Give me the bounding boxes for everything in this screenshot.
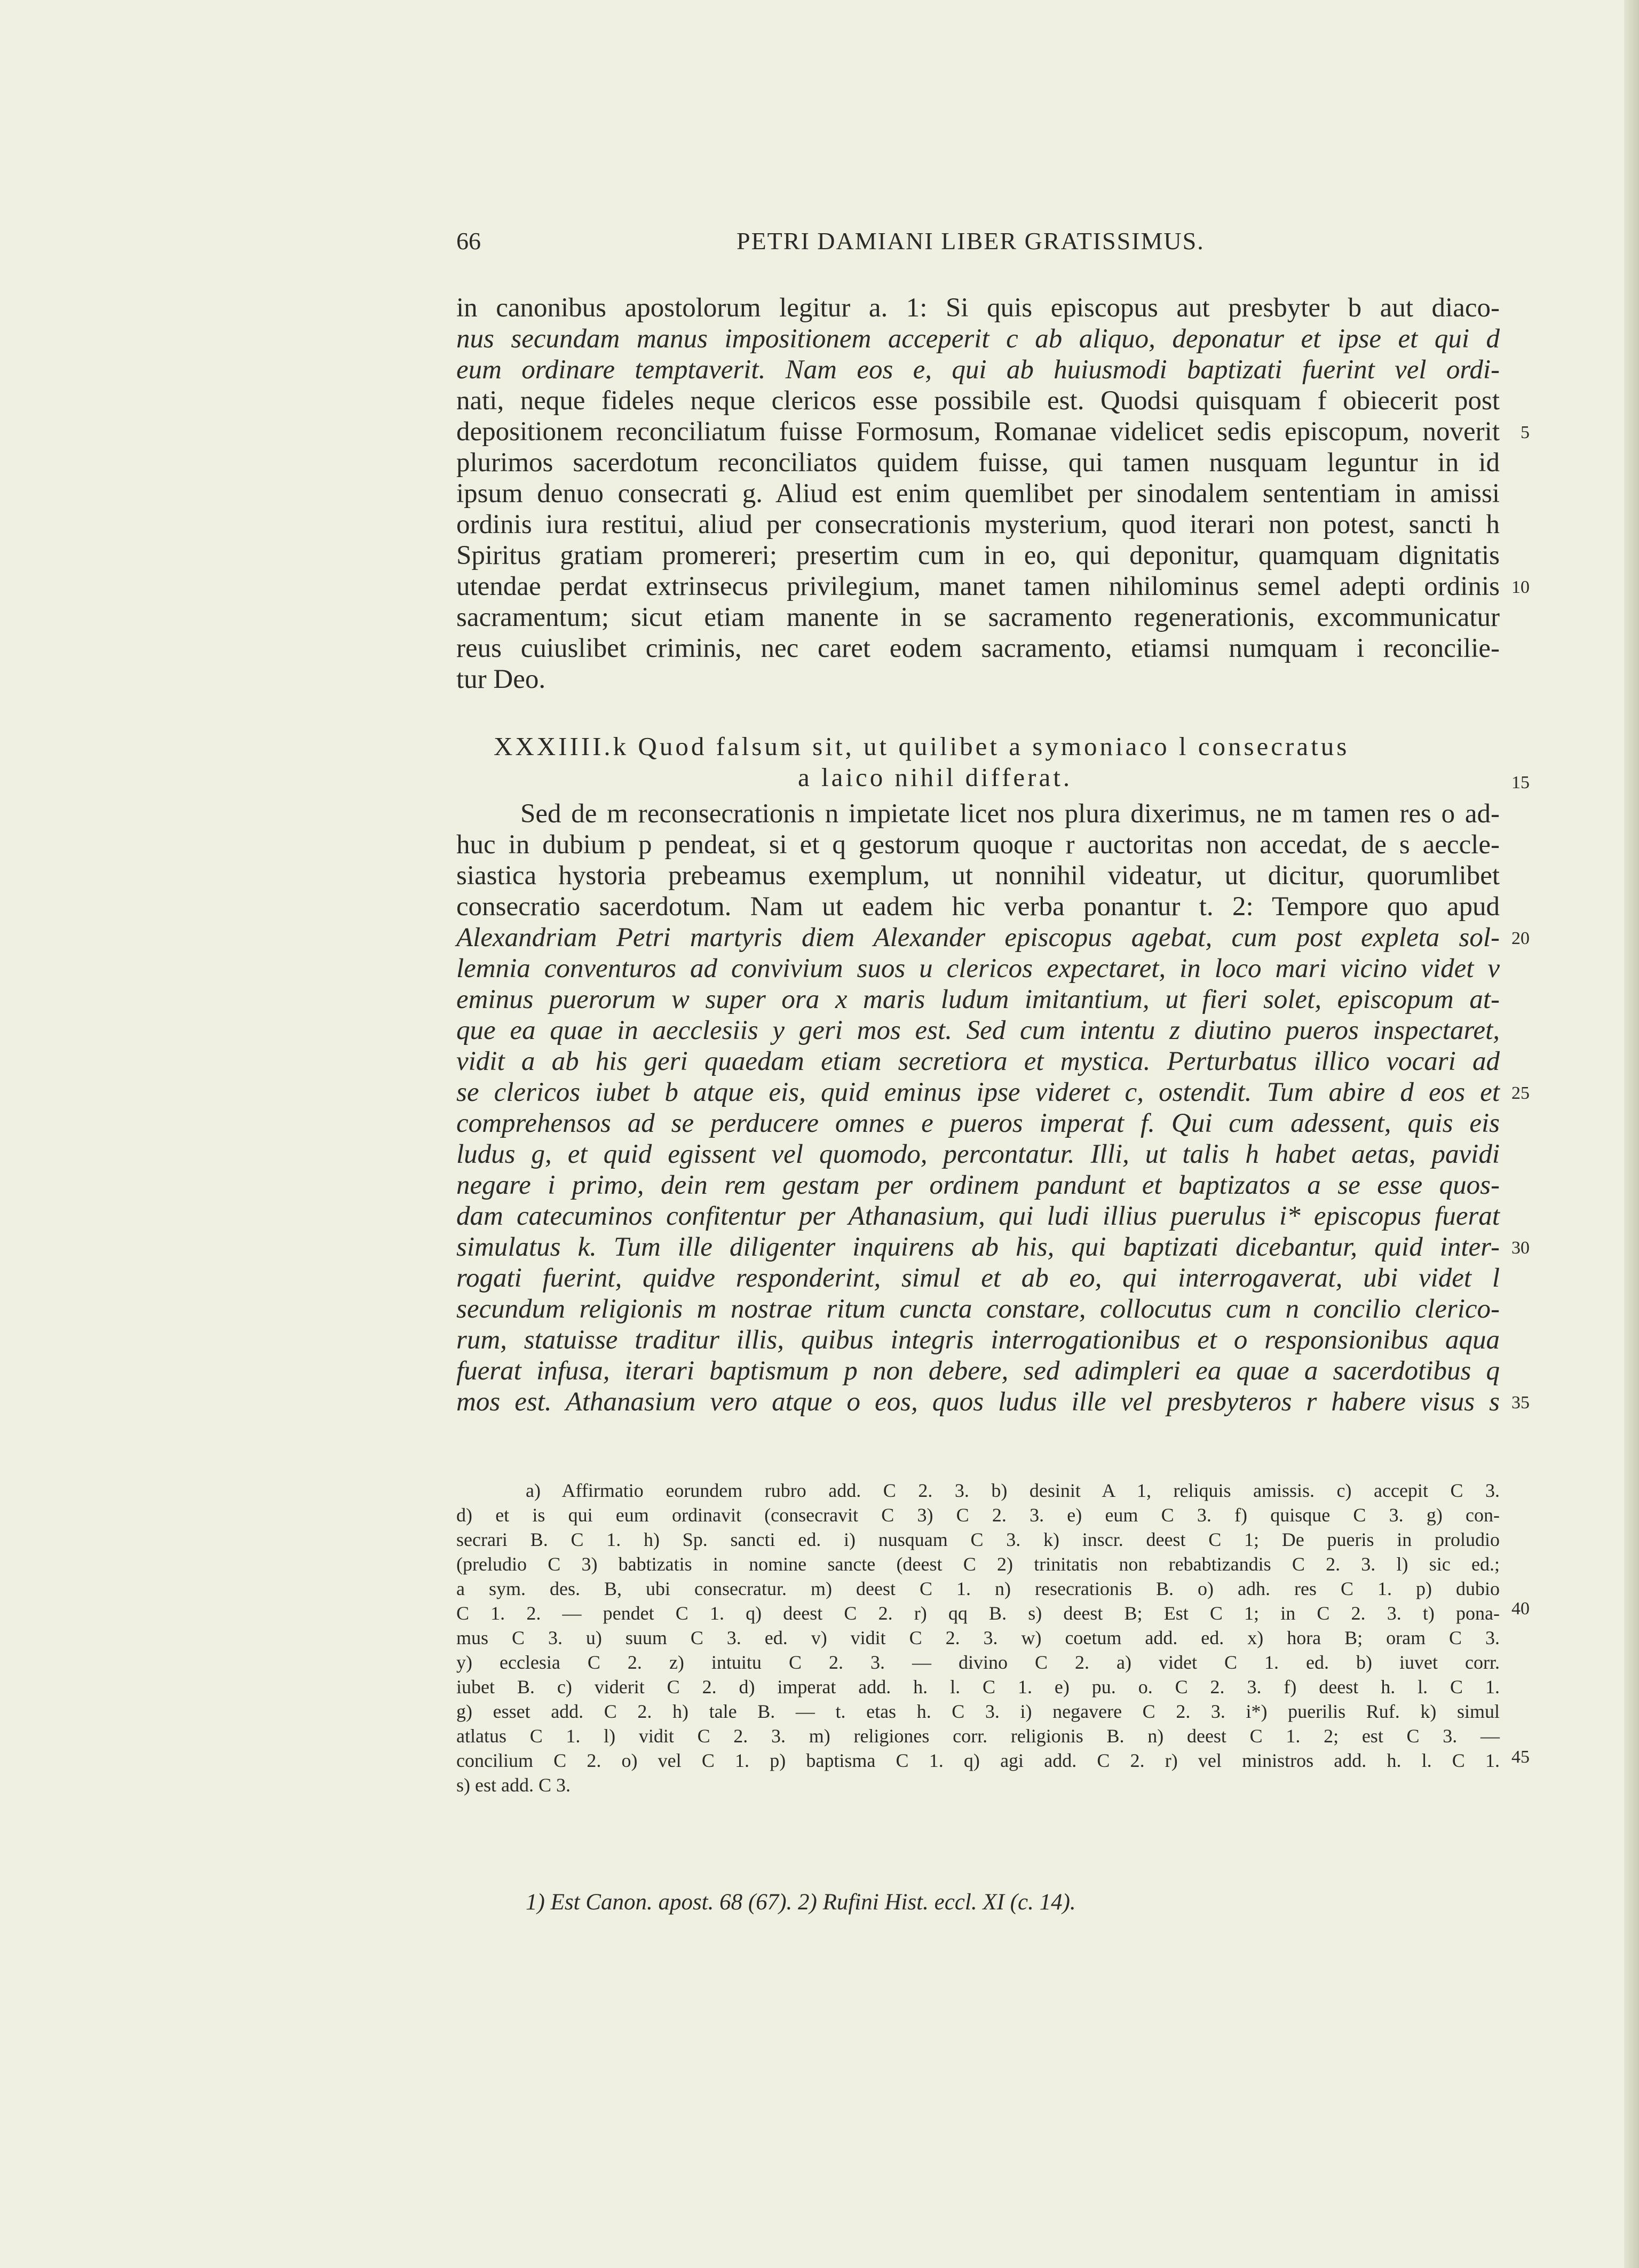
text-line: siastica hystoria prebeamus exemplum, ut nonnihil videatur, ut dicitur, quorumlibet: [456, 861, 1500, 891]
line-number: 25: [1511, 1083, 1530, 1103]
page-number: 66: [456, 227, 481, 255]
line-number: 20: [1511, 929, 1530, 948]
text-line: mos est. Athanasium vero atque o eos, quos ludus ille vel presbyteros r habere visus s: [456, 1387, 1500, 1417]
page-edge: [1624, 0, 1639, 2268]
line-number: 30: [1511, 1238, 1530, 1258]
text-line: que ea quae in aecclesiis y geri mos est. Sed cum intentu z diutino pueros inspectaret,: [456, 1016, 1500, 1045]
footnote-line: a) Affirmatio eorundem rubro add. C 2. 3. b) desinit A 1, reliquis amissis. c) accepit C 3.: [526, 1480, 1500, 1501]
running-title: PETRI DAMIANI LIBER GRATISSIMUS.: [737, 227, 1205, 255]
text-line: eum ordinare temptaverit. Nam eos e, qui ab huiusmodi baptizati fuerint vel ordi-: [456, 355, 1500, 385]
text-line: rogati fuerint, quidve responderint, simul et ab eo, qui interrogaverat, ubi videt l: [456, 1263, 1500, 1293]
line-number: 15: [1511, 773, 1530, 792]
text-line: negare i primo, dein rem gestam per ordinem pandunt et baptizatos a se esse quos-: [456, 1170, 1500, 1200]
source-notes: 1) Est Canon. apost. 68 (67). 2) Rufini Hist. eccl. XI (c. 14).: [526, 1890, 1076, 1915]
text-line: secundum religionis m nostrae ritum cuncta constare, collocutus cum n concilio clerico-: [456, 1294, 1500, 1324]
text-line: eminus puerorum w super ora x maris ludum imitantium, ut fieri solet, episcopum at-: [456, 985, 1500, 1014]
text-line: plurimos sacerdotum reconciliatos quidem fuisse, qui tamen nusquam leguntur in id: [456, 448, 1500, 478]
line-number: 35: [1511, 1393, 1530, 1413]
chapter-heading-continued: a laico nihil differat.: [798, 763, 1073, 792]
page-header: [456, 227, 1500, 264]
text-line: ordinis iura restitui, aliud per consecrationis mysterium, quod iterari non potest, sancti h: [456, 510, 1500, 540]
line-number: 5: [1521, 423, 1530, 442]
footnote-line: g) esset add. C 2. h) tale B. — t. etas h. C 3. i) negavere C 2. 3. i*) puerilis Ruf. k) simul: [456, 1701, 1500, 1722]
line-number: 45: [1511, 1747, 1530, 1767]
line-number: 40: [1511, 1599, 1530, 1619]
chapter-heading: XXXIIII.k Quod falsum sit, ut quilibet a symoniaco l consecratus: [494, 732, 1350, 761]
text-line: vidit a ab his geri quaedam etiam secretiora et mystica. Perturbatus illico vocari ad: [456, 1046, 1500, 1076]
text-line: in canonibus apostolorum legitur a. 1: Si quis episcopus aut presbyter b aut diaco-: [456, 293, 1500, 323]
text-line: ipsum denuo consecrati g. Aliud est enim quemlibet per sinodalem sententiam in amissi: [456, 479, 1500, 509]
footnote-line: concilium C 2. o) vel C 1. p) baptisma C 1. q) agi add. C 2. r) vel ministros add. h. l. C 1.: [456, 1750, 1500, 1771]
text-line: nus secundam manus impositionem acceperit c ab aliquo, deponatur et ipse et qui d: [456, 324, 1500, 354]
text-line: fuerat infusa, iterari baptismum p non debere, sed adimpleri ea quae a sacerdotibus q: [456, 1356, 1500, 1386]
footnote-line: secrari B. C 1. h) Sp. sancti ed. i) nusquam C 3. k) inscr. deest C 1; De pueris in proludio: [456, 1529, 1500, 1550]
footnote-line: atlatus C 1. l) vidit C 2. 3. m) religiones corr. religionis B. n) deest C 1. 2; est C 3. —: [456, 1725, 1500, 1747]
text-line: Sed de m reconsecrationis n impietate licet nos plura dixerimus, ne m tamen res o ad-: [520, 799, 1500, 829]
footnote-line: y) ecclesia C 2. z) intuitu C 2. 3. — divino C 2. a) videt C 1. ed. b) iuvet corr.: [456, 1652, 1500, 1673]
text-line: se clericos iubet b atque eis, quid eminus ipse videret c, ostendit. Tum abire d eos et: [456, 1077, 1500, 1107]
footnote-line: mus C 3. u) suum C 3. ed. v) vidit C 2. 3. w) coetum add. ed. x) hora B; oram C 3.: [456, 1627, 1500, 1648]
text-line: Alexandriam Petri martyris diem Alexander episcopus agebat, cum post expleta sol-: [456, 923, 1500, 953]
footnote-line: (preludio C 3) babtizatis in nomine sancte (deest C 2) trinitatis non rebabtizandis C 2. 3. l) sic ed.;: [456, 1553, 1500, 1575]
footnote-line: iubet B. c) viderit C 2. d) imperat add. h. l. C 1. e) pu. o. C 2. 3. f) deest h. l. C 1.: [456, 1676, 1500, 1698]
text-line: lemnia conventuros ad convivium suos u clericos expectaret, in loco mari vicino videt v: [456, 954, 1500, 984]
text-line: consecratio sacerdotum. Nam ut eadem hic verba ponantur t. 2: Tempore quo apud: [456, 892, 1500, 922]
footnote-line: a sym. des. B, ubi consecratur. m) deest C 1. n) resecrationis B. o) adh. res C 1. p) dubio: [456, 1578, 1500, 1599]
text-line: comprehensos ad se perducere omnes e pueros imperat f. Qui cum adessent, quis eis: [456, 1108, 1500, 1138]
text-line: reus cuiuslibet criminis, nec caret eodem sacramento, etiamsi numquam i reconcilie-: [456, 633, 1500, 663]
line-number: 10: [1511, 577, 1530, 597]
footnote-line: C 1. 2. — pendet C 1. q) deest C 2. r) qq B. s) deest B; Est C 1; in C 2. 3. t) pona-: [456, 1603, 1500, 1624]
footnote-line: d) et is qui eum ordinavit (consecravit C 3) C 2. 3. e) eum C 3. f) quisque C 3. g) con-: [456, 1504, 1500, 1526]
text-line: dam catecuminos confitentur per Athanasium, qui ludi illius puerulus i* episcopus fuerat: [456, 1201, 1500, 1231]
text-line: simulatus k. Tum ille diligenter inquirens ab his, qui baptizati dicebantur, quid inter-: [456, 1232, 1500, 1262]
text-line: huc in dubium p pendeat, si et q gestorum quoque r auctoritas non accedat, de s aeccle-: [456, 830, 1500, 860]
text-line: ludus g, et quid egissent vel quomodo, percontatur. Illi, ut talis h habet aetas, pavidi: [456, 1139, 1500, 1169]
text-line: sacramentum; sicut etiam manente in se sacramento regenerationis, excommunicatur: [456, 602, 1500, 632]
text-line: tur Deo.: [456, 664, 546, 694]
footnote-line: s) est add. C 3.: [456, 1774, 571, 1796]
text-line: nati, neque fideles neque clericos esse possibile est. Quodsi quisquam f obiecerit post: [456, 386, 1500, 416]
text-line: rum, statuisse traditur illis, quibus integris interrogationibus et o responsionibus aqua: [456, 1325, 1500, 1355]
text-line: utendae perdat extrinsecus privilegium, manet tamen nihilominus semel adepti ordinis: [456, 572, 1500, 601]
text-line: depositionem reconciliatum fuisse Formosum, Romanae videlicet sedis episcopum, noverit: [456, 417, 1500, 447]
text-line: Spiritus gratiam promereri; presertim cum in eo, qui deponitur, quamquam dignitatis: [456, 541, 1500, 570]
